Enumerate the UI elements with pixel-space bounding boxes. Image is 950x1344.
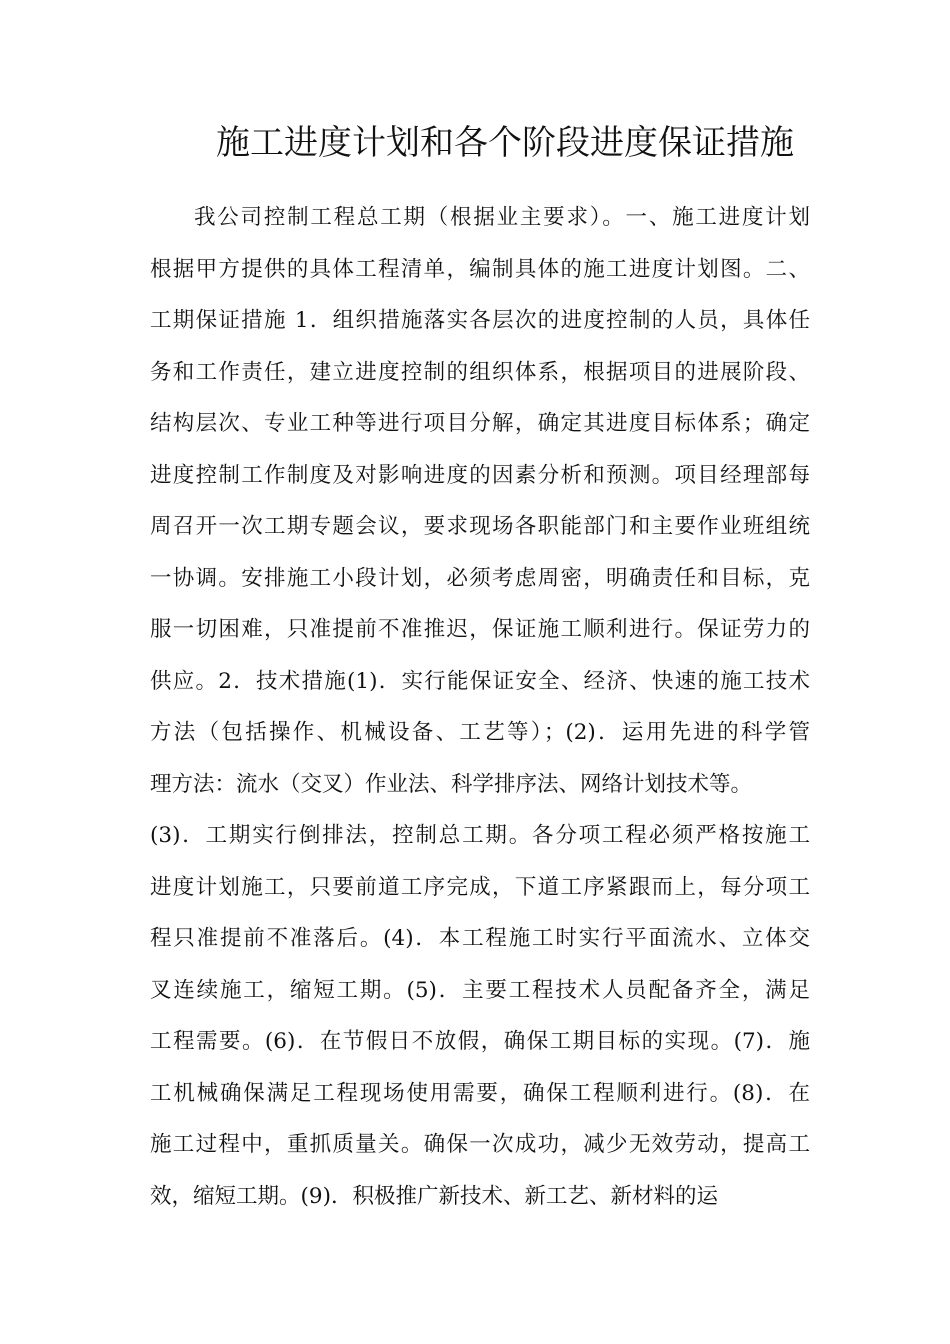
- body-line: 周召开一次工期专题会议，要求现场各职能部门和主要作业班组统: [150, 514, 810, 539]
- body-line: 方法（包括操作、机械设备、工艺等）；(2)．运用先进的科学管: [150, 720, 810, 745]
- body-line: 进度控制工作制度及对影响进度的因素分析和预测。项目经理部每: [150, 462, 810, 488]
- body-line: 理方法：流水（交叉）作业法、科学排序法、网络计划技术等。: [150, 771, 753, 797]
- body-line: 进度计划施工，只要前道工序完成，下道工序紧跟而上，每分项工: [150, 874, 810, 900]
- body-line: 工期保证措施 1．组织措施落实各层次的进度控制的人员，具体任: [150, 308, 810, 333]
- body-line: 一协调。安排施工小段计划，必须考虑周密，明确责任和目标，克: [150, 565, 810, 591]
- body-line: 我公司控制工程总工期（根据业主要求）。一、施工进度计划: [194, 205, 810, 230]
- body-line: 工程需要。(6)．在节假日不放假，确保工期目标的实现。(7)．施: [150, 1029, 810, 1054]
- body-line: 效，缩短工期。(9)．积极推广新技术、新工艺、新材料的运: [150, 1183, 718, 1209]
- body-line: 施工过程中，重抓质量关。确保一次成功，减少无效劳动，提高工: [150, 1132, 810, 1157]
- body-line: 程只准提前不准落后。(4)．本工程施工时实行平面流水、立体交: [150, 926, 810, 951]
- document-title: 施工进度计划和各个阶段进度保证措施: [216, 123, 794, 163]
- document-body: [150, 192, 810, 1222]
- body-line: 工机械确保满足工程现场使用需要，确保工程顺利进行。(8)．在: [150, 1080, 810, 1106]
- body-line: 叉连续施工，缩短工期。(5)．主要工程技术人员配备齐全，满足: [150, 977, 810, 1003]
- body-line: 服一切困难，只准提前不准推迟，保证施工顺利进行。保证劳力的: [150, 617, 810, 642]
- body-line: 根据甲方提供的具体工程清单，编制具体的施工进度计划图。二、: [150, 256, 810, 282]
- body-line: 供应。2．技术措施(1)．实行能保证安全、经济、快速的施工技术: [150, 668, 810, 694]
- body-line: 结构层次、专业工种等进行项目分解，确定其进度目标体系；确定: [150, 411, 810, 436]
- body-line: 务和工作责任，建立进度控制的组织体系，根据项目的进展阶段、: [150, 359, 810, 385]
- body-line: (3)．工期实行倒排法，控制总工期。各分项工程必须严格按施工: [150, 823, 810, 848]
